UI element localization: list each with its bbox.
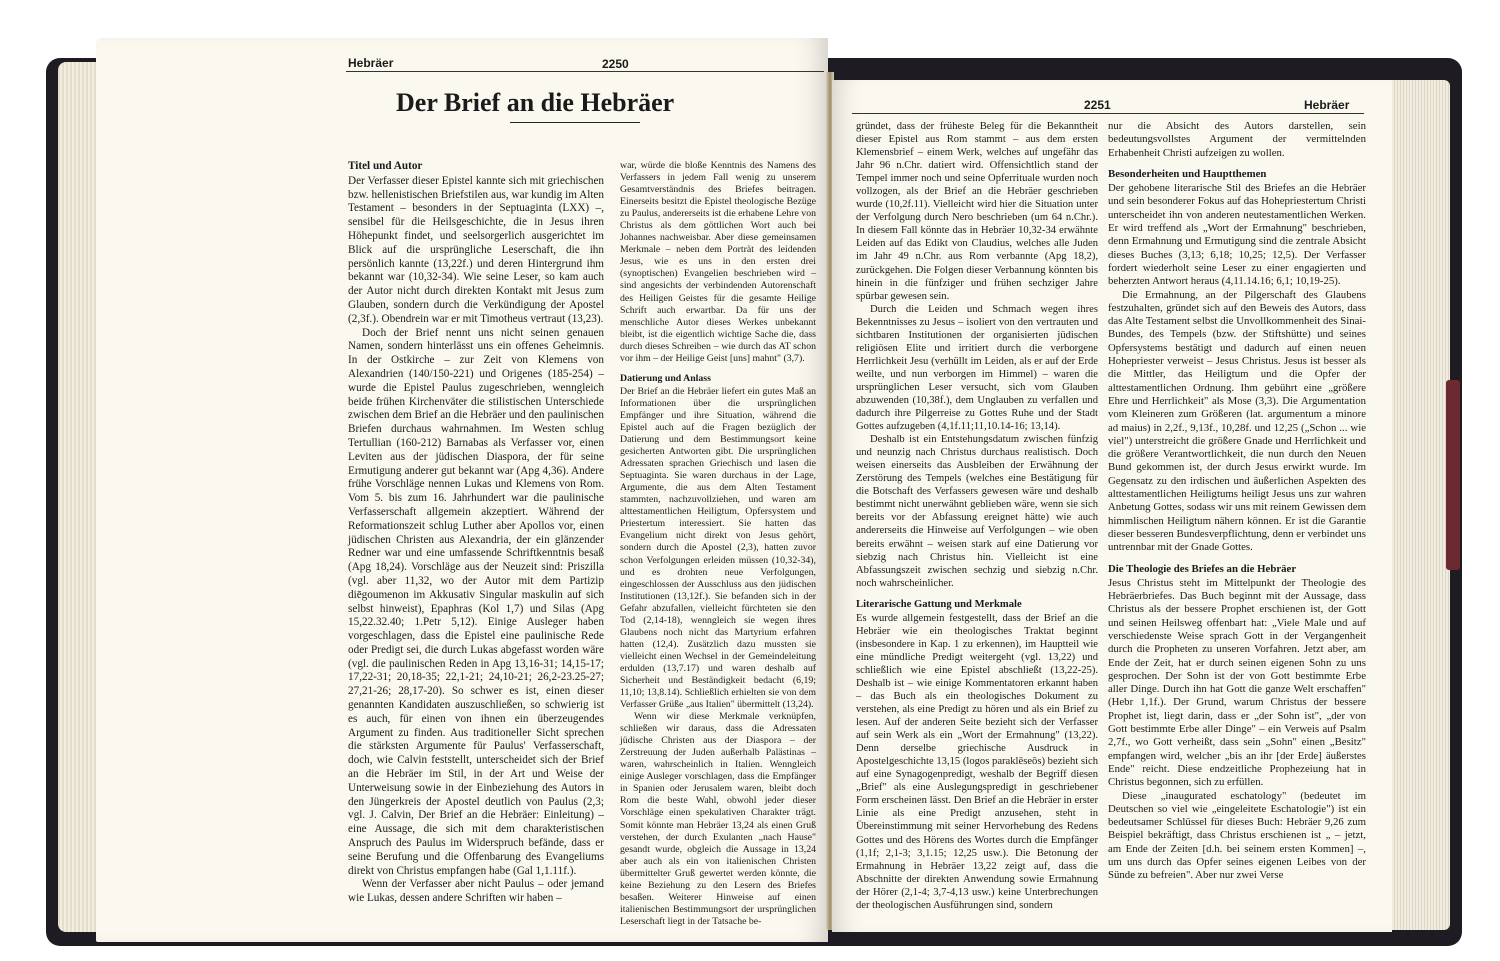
paragraph: Durch die Leiden und Schmach wegen ihres Bekenntnisses zu Jesus – isoliert von den vertrauten und sichtbaren Institutionen der organisierten jüdischen religiösen Elite und irritiert durch die verborgene Herrlichkeit Jesu (verhüllt im Leiden, als er auf der Erde weilte, und nun verborgen im Himmel) – waren die ursprünglichen Leser versucht, sich vom Glauben abzuwenden (10,38f.), dem Unglauben zu verfallen und dadurch ihre Pilgerreise zu Gottes Ruhe und der Stadt Gottes aufzugeben (4,1f.11;11,10.14-16; 13,14). bbox=[856, 303, 1098, 433]
left-column-2 bbox=[620, 160, 816, 928]
left-column-1 bbox=[348, 160, 604, 906]
header-rule-right bbox=[852, 113, 1364, 114]
paragraph: war, würde die bloße Kenntnis des Namens des Verfassers in jedem Fall wenig zu unserem Gesamtverständnis des Briefes beitragen. Einerseits besitzt die Epistel theologische Bezüge zu Paulus, andererseits ist die erhabene Lehre von Christus als dem göttlichen Wort auch bei Johannes nachweisbar. Aber diese gemeinsamen Merkmale – neben dem Porträt des leidenden Jesus, wie es uns in den ersten drei (synoptischen) Evangelien beschrieben wird – sind angesichts der verbindenden Autorenschaft des Heiligen Geistes für die gesamte Heilige Schrift auch erwartbar. Da für uns der menschliche Autor dieses Werkes unbekannt bleibt, ist die eigentlich wichtige Sache die, dass durch dieses Schreiben – wie durch das AT schon vor ihm – der Heilige Geist [uns] mahnt" (3,7). bbox=[620, 160, 816, 364]
paragraph: Es wurde allgemein festgestellt, dass der Brief an die Hebräer wie ein theologisches Traktat beginnt (insbesondere in Kap. 1 zu erkennen), im Hauptteil wie eine mündliche Predigt weitergeht (vgl. 13,22) und schließlich wie eine Epistel abschließt (13,22-25). Deshalb ist – wie einige Kommentatoren erkannt haben – das Buch als ein theologisches Dokument zu verstehen, als eine Predigt zu hören und als ein Brief zu lesen. Auf der anderen Seite bezieht sich der Verfasser auf sein Werk als ein „Wort der Ermahnung" (13,22). Denn derselbe griechische Ausdruck in Apostelgeschichte 13,15 (logos paraklēseōs) bezieht sich auf eine Synagogenpredigt, weshalb der Begriff diesen „Brief" als eine Auslegungspredigt in geschriebener Form erscheinen lässt. Den Brief an die Hebräer in erster Linie als eine Predigt anzusehen, steht in Übereinstimmung mit seiner Hervorhebung des Redens Gottes und des Hörens des Wortes durch die Empfänger (1,1f; 2,1-3; 3,1.15; 12,25 usw.). Die Betonung der Ermahnung in Hebräer 13,22 zeigt auf, dass die Abschnitte der direkten Anwendung sowie Ermahnung der Hörer (2,1-4; 3,7-4,13 usw.) keine Unterbrechungen der theologischen Ausführungen sind, sondern bbox=[856, 612, 1098, 911]
paragraph: Die Ermahnung, an der Pilgerschaft des Glaubens festzuhalten, gründet sich auf den Beweis des Autors, dass das Alte Testament selbst die Unvollkommenheit des Sinai-Bundes, des Tempels (bzw. der Stiftshütte) und seines Opfersystems bestätigt und dadurch auf einen neuen Hohepriester verweist – Jesus Christus. Jesus ist besser als die Mittler, das Heiligtum und die Opfer der alttestamentlichen Ordnung. Ihm gebührt eine „größere Ehre und Herrlichkeit" als Mose (3,3). Die Argumentation vom Kleineren zum Größeren (lat. argumentum a minore ad maius) in 2,2f., 9,13f., 10,28f. und 12,25 („Schon ... wie viel") unterstreicht die größere Gnade und Herrlichkeit und die größere Verantwortlichkeit, die nun durch den Neuen Bund gekommen ist, der durch Jesus erwirkt wurde. Im Gegensatz zu den irdischen und äußerlichen Aspekten des alttestamentlichen Heiligtums heiligt Jesus uns zur wahren Anbetung Gottes, sodass wir uns mit reinem Gewissen dem himmlischen Heiligtum nähern können. Er ist die Garantie dieser besseren Bundesverpflichtung, denn er verbindet uns untrennbar mit der Gnade Gottes. bbox=[1108, 288, 1366, 554]
right-column-2 bbox=[1108, 120, 1366, 883]
paragraph: Wenn der Verfasser aber nicht Paulus – oder jemand wie Lukas, dessen andere Schriften wir haben – bbox=[348, 878, 604, 905]
running-head-left: Hebräer bbox=[348, 56, 394, 70]
paragraph: Der Brief an die Hebräer liefert ein gutes Maß an Informationen über die ursprünglichen Empfänger und ihre Situation, während die Epistel auch auf die Fragen bezüglich der Datierung und dem Bestimmungsort keine gesicherten Antworten gibt. Die ursprünglichen Adressaten sprachen Griechisch und lasen die Septuaginta. Sie waren durchaus in der Lage, Argumente, die aus dem Alten Testament stammten, nachzuvollziehen, und waren am alttestamentlichen Heiligtum, Opfersystem und Priestertum interessiert. Sie hatten das Evangelium nicht direkt von Jesus gehört, sondern durch die Apostel (2,3), hatten zuvor schon Verfolgungen erleiden müssen (10,32-34), und es drohten neue Verfolgungen, eingeschlossen der Ausschluss aus den jüdischen Institutionen (13,12f.). Sie befanden sich in der Gefahr abzufallen, vielleicht fürchteten sie den Tod (2,14-18), wenngleich sie wegen ihres Glaubens noch nicht das Martyrium erfahren hatten (12,4). Zusätzlich dazu mussten sie vielleicht einen Wechsel in der Gemeindeleitung erdulden (13,7.17) und waren deshalb auf Sicherheit und Beständigkeit bedacht (6,19; 11,10; 13,8.14). Schließlich erhielten sie von dem Verfasser Grüße „aus Italien" übermittelt (13,24). bbox=[620, 385, 816, 711]
section-heading: Literarische Gattung und Merkmale bbox=[856, 598, 1022, 610]
right-page bbox=[832, 80, 1392, 932]
section-heading: Besonderheiten und Hauptthemen bbox=[1108, 167, 1267, 180]
section-heading: Die Theologie des Briefes an die Hebräer bbox=[1108, 562, 1297, 575]
left-page bbox=[96, 38, 828, 942]
page-number-right: 2251 bbox=[1084, 98, 1111, 112]
header-rule-left bbox=[346, 71, 824, 72]
paragraph: Deshalb ist ein Entstehungsdatum zwischen fünfzig und neunzig nach Christus durchaus realistisch. Doch weisen einerseits das Ausbleiben der Erwähnung der Zerstörung des Tempels (welches eine Bestätigung für die Botschaft des Verfassers gewesen wäre und deshalb bestimmt nicht unerwähnt geblieben wäre, wenn sie sich bereits vor der Abfassung ereignet hätte) wie auch andererseits die Hinweise auf Verfolgungen – wie oben bereits erwähnt – weisen stark auf eine Datierung vor siebzig nach Christus hin. Vielleicht ist eine Abfassungszeit zwischen sechzig und siebzig n.Chr. noch wahrscheinlicher. bbox=[856, 434, 1098, 589]
paragraph: Der gehobene literarische Stil des Briefes an die Hebräer und sein besonderer Fokus auf das Hohepriestertum Christi unterscheidet ihn von anderen neutestamentlichen Werken. Er wird treffend als „Wort der Ermahnung" beschrieben, denn Ermahnung und Ermutigung sind die zentrale Absicht dieses Buches (3,13; 6,18; 10,25; 12,5). Der Verfasser fordert wiederholt seine Leser zu einer engagierten und beherzten Antwort heraus (4,11.14.16; 6,1; 10,19-25). bbox=[1108, 182, 1366, 288]
paragraph: gründet, dass der früheste Beleg für die Bekanntheit dieser Epistel aus Rom stammt – aus dem ersten Klemensbrief – einem Werk, welches auf ungefähr das Jahr 96 n.Chr. datiert wird. Offensichtlich stand der Tempel immer noch und seine Opferrituale wurden noch vollzogen, als der Brief an die Hebräer geschrieben wurde (10,2f.11). Vielleicht wird hier die Situation unter der Verfolgung durch Nero beschrieben (um 64 n.Chr.). In diesem Fall könnte das in Hebräer 10,32-34 erwähnte Leiden auf das Edikt von Claudius, welches alle Juden im Jahr 49 n.Chr. aus Rom verbannte (Apg 18,2), zurückgehen. Die Folgen dieser Verbannung könnten bis hinein in die fünfziger und frühen sechziger Jahre spürbar gewesen sein. bbox=[856, 121, 1098, 302]
section-heading: Titel und Autor bbox=[348, 160, 423, 172]
paragraph: Doch der Brief nennt uns nicht seinen genauen Namen, sondern hinterlässt uns ein offenes Geheimnis. In der Ostkirche – zur Zeit von Klemens von Alexandrien (140/150-221) und Origenes (185-254) – wurde die Epistel Paulus zugeschrieben, wenngleich beide frühen Kirchenväter die stilistischen Unterschiede zwischen dem Brief an die Hebräer und den paulinischen Briefen durchaus wahrnahmen. Im Westen schlug Tertullian (160-212) Barnabas als Verfasser vor, einen Leviten aus der jüdischen Diaspora, der für seine Ermutigung anderer gut bekannt war (Apg 4,36). Andere frühe Vorschläge nennen Lukas und Klemens von Rom. Vom 5. bis zum 16. Jahrhundert war die paulinische Verfasserschaft allgemein akzeptiert. Während der Reformationszeit schlug Luther aber Apollos vor, einen jüdischen Christen aus Alexandria, der ein glänzender Redner war und eine umfassende Schriftkenntnis besaß (Apg 18,24). Vorschläge aus der Neuzeit sind: Priszilla (vgl. aber 11,32, wo der Autor mit dem Partizip diēgoumenon im Akkusativ Singular maskulin auf sich selbst hinweist), Epaphras (Kol 1,7) und Silas (Apg 15,22.32.40; 1.Petr 5,12). Einige Ausleger haben vorgeschlagen, dass die Epistel eine paulinische Rede oder Predigt sei, die durch Lukas abgefasst worden wäre (vgl. die paulinischen Reden in Apg 13,16-31; 14,15-17; 17,22-31; 20,18-35; 22,1-21; 24,10-21; 26,2-23.25-27; 27,21-26; 28,17-20). So schwer es ist, einen dieser genannten Kandidaten auszuschließen, so schwierig ist es auch, für einen von ihnen ein überzeugendes Argument zu finden. Aus traditioneller Sicht sprechen die stärksten Argumente für Paulus' Verfasserschaft, doch, wie Calvin feststellt, unterscheidet sich der Brief an die Hebräer im Stil, in der Art und Weise der Unterweisung sowie in der Einbeziehung des Autors in den Jüngerkreis der Apostel deutlich von Paulus (2,3; vgl. J. Calvin, Der Brief an die Hebräer: Einleitung) – eine Aussage, die sich mit dem charakteristischen Anspruch des Paulus im Widerspruch befände, dass er seine Berufung und die Offenbarung des Evangeliums direkt von Christus empfangen habe (Gal 1,1.11f.). bbox=[348, 326, 604, 877]
page-number-left: 2250 bbox=[602, 57, 629, 71]
paragraph: Der Verfasser dieser Epistel kannte sich mit griechischen bzw. hellenistischen Briefstilen aus, war kundig im Alten Testament – besonders in der Septuaginta (LXX) –, sensibel für die Heilsgeschichte, die in Jesus ihren Höhepunkt findet, und seelsorgerlich ausgerichtet im Blick auf die ursprüngliche Leserschaft, die ihn persönlich kannte (13,22f.) und deren Hintergrund ihm bekannt war (10,32-34). Wie seine Leser, so kam auch der Autor nicht durch direkten Kontakt mit Jesus zum Glauben, sondern durch die Verkündigung der Apostel (2,3f.). Obendrein war er mit Timotheus vertraut (13,23). bbox=[348, 174, 604, 325]
paragraph: Wenn wir diese Merkmale verknüpfen, schließen wir daraus, dass die Adressaten jüdische Christen aus der Diaspora – der Zerstreuung der Juden außerhalb Palästinas – waren, wahrscheinlich in Italien. Wenngleich einige Ausleger vorschlagen, dass die Empfänger in Spanien oder Jerusalem waren, bleibt doch Rom die beste Wahl, obwohl jeder dieser Vorschläge einen spekulativen Charakter trägt. Somit könnte man Hebräer 13,24 als einen Gruß verstehen, der durch Exulanten „nach Hause" gesandt wurde, obgleich die Aussage in 13,24 aber auch als ein von italienischen Christen übermittelter Gruß gewertet werden könnte, die keine Beziehung zu den Lesern des Briefes besaßen. Weiterer Hinweise auf einen italienischen Bestimmungsort der ursprünglichen Leserschaft liegt in der Tatsache be- bbox=[620, 711, 816, 927]
running-head-right: Hebräer bbox=[1304, 98, 1350, 112]
section-heading: Datierung und Anlass bbox=[620, 372, 711, 384]
paragraph: Jesus Christus steht im Mittelpunkt der Theologie des Hebräerbriefes. Das Buch beginnt mit der Aussage, dass Christus als der bessere Prophet erschienen ist, der Gott und seinen Heilsweg offenbart hat: „Viele Male und auf verschiedenste Weise sprach Gott in der Vergangenheit durch die Propheten zu unseren Vorfahren. Jetzt aber, am Ende der Zeit, hat er durch seinen eigenen Sohn zu uns gesprochen. Der Sohn ist der von Gott bestimmte Erbe aller Dinge. Durch ihn hat Gott die ganze Welt erschaffen" (Hebr 1,1f.). Der Grund, warum Christus der bessere Prophet ist, liegt darin, dass er „der Sohn ist", „der von Gott bestimmte Erbe aller Dinge" – ein Verweis auf Psalm 2,7f., wo Gott verheißt, dass sein „Sohn" einen „Besitz" empfangen wird, welcher „bis an ihr [der Erde] äußerstes Ende" reicht. Diese endzeitliche Prophezeiung hat in Christus begonnen, sich zu erfüllen. bbox=[1108, 576, 1366, 789]
page-title: Der Brief an die Hebräer bbox=[396, 88, 675, 117]
paragraph: Diese „inaugurated eschatology" (bedeutet im Deutschen so viel wie „eingeleitete Eschatologie") ist ein bedeutsamer Schlüssel für dieses Buch: Hebräer 9,26 zum Beispiel bekräftigt, dass Christus erschienen ist „ – jetzt, am Ende der Zeiten [d.h. bei seinem ersten Kommen] –, um uns durch das Opfer seines eigenen Leibes von der Sünde zu befreien". Aber nur zwei Verse bbox=[1108, 789, 1366, 882]
paragraph: nur die Absicht des Autors darstellen, sein bedeutungsvollstes Argument der vermittelnden Erhabenheit Christi aufzeigen zu wollen. bbox=[1108, 120, 1366, 159]
title-underline bbox=[510, 122, 640, 123]
right-column-1 bbox=[856, 120, 1098, 912]
ribbon-bookmark bbox=[1446, 380, 1460, 570]
